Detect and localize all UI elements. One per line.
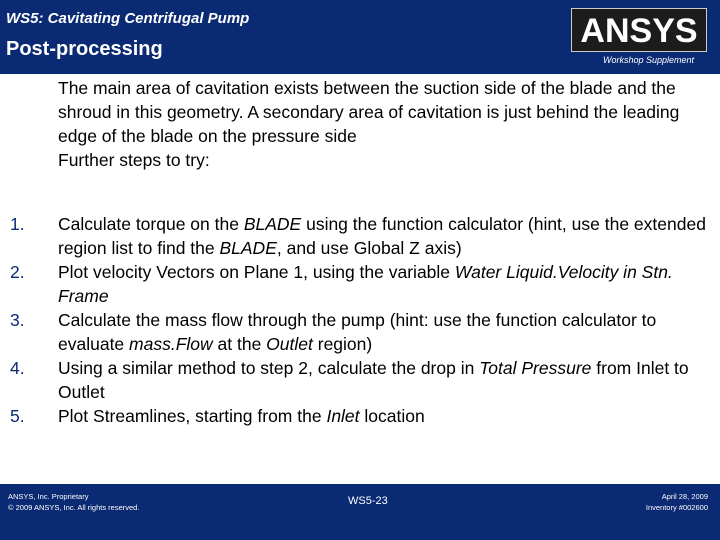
step-emphasis: BLADE xyxy=(219,238,277,258)
inventory-number: Inventory #002600 xyxy=(645,503,708,512)
step-item-2 xyxy=(10,260,710,308)
step-text: Calculate the mass flow through the pump (hint: use the function calculator to evaluate xyxy=(58,310,657,354)
proprietary-notice: ANSYS, Inc. Proprietary xyxy=(8,492,89,501)
step-item-3 xyxy=(10,308,710,356)
slide-header xyxy=(0,0,720,74)
ansys-logo-text: ANSYS xyxy=(580,12,698,49)
step-emphasis: Water Liquid.Velocity in Stn. Frame xyxy=(58,262,673,306)
step-emphasis: Total Pressure xyxy=(479,358,592,378)
footer-meta xyxy=(646,491,708,513)
step-number: 1. xyxy=(10,214,25,234)
step-emphasis: mass.Flow xyxy=(129,334,213,354)
intro-paragraph: The main area of cavitation exists between the suction side of the blade and the shroud in this geometry. A secondary area of cavitation is just behind the leading edge of the blade on the pressure side xyxy=(58,78,680,146)
step-text: , and use Global Z axis) xyxy=(276,238,462,258)
step-item-5 xyxy=(10,404,710,428)
slide-subtitle: Post-processing xyxy=(6,38,163,60)
step-item-1 xyxy=(10,212,710,260)
slide-footer xyxy=(0,484,720,540)
page-number: WS5-23 xyxy=(348,495,388,507)
copyright-notice: © 2009 ANSYS, Inc. All rights reserved. xyxy=(8,503,140,512)
steps-list xyxy=(10,212,710,428)
workshop-supplement-label: Workshop Supplement xyxy=(602,55,694,65)
step-emphasis: BLADE xyxy=(243,214,302,234)
step-text: Plot velocity Vectors on Plane 1, using the variable xyxy=(58,262,455,282)
step-number: 2. xyxy=(10,262,25,282)
ansys-logo xyxy=(571,8,707,52)
step-number: 5. xyxy=(10,406,25,426)
step-emphasis: Inlet xyxy=(326,406,360,426)
further-steps-label: Further steps to try: xyxy=(58,150,210,170)
step-number: 3. xyxy=(10,310,25,330)
step-text: Using a similar method to step 2, calculate the drop in xyxy=(58,358,480,378)
step-text: at the xyxy=(212,334,267,354)
footer-date: April 28, 2009 xyxy=(661,492,708,501)
step-text: Plot Streamlines, starting from the xyxy=(58,406,327,426)
step-text: location xyxy=(359,406,425,426)
step-item-4 xyxy=(10,356,710,404)
step-text: using the function calculator (hint, use the extended region list to find the xyxy=(58,214,706,258)
step-text: Calculate torque on the xyxy=(58,214,244,234)
footer-legal xyxy=(8,491,139,513)
step-number: 4. xyxy=(10,358,25,378)
workshop-title: WS5: Cavitating Centrifugal Pump xyxy=(6,10,250,27)
step-text: region) xyxy=(312,334,373,354)
intro-block xyxy=(58,76,698,172)
ansys-logo-wordmark xyxy=(574,11,704,49)
step-emphasis: Outlet xyxy=(266,334,313,354)
step-text: from Inlet to Outlet xyxy=(58,358,689,402)
